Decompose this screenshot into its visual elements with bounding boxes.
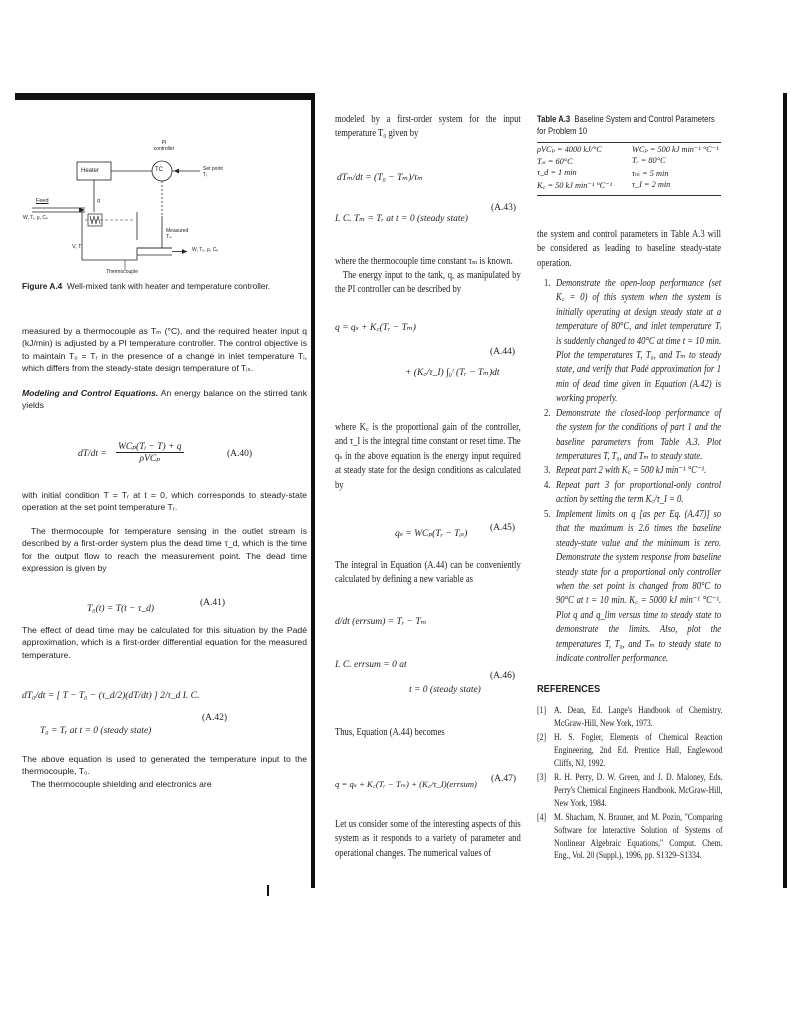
top-border [15, 93, 311, 100]
right-para-3: The energy input to the tank, q, as manipulated by the PI controller can be described by [335, 270, 521, 296]
table-cell: WCₚ = 500 kJ min⁻¹ °C⁻¹ [632, 145, 719, 154]
left-para-6: The thermocouple shielding and electronics are [31, 779, 212, 789]
label-feed: Feed [36, 198, 49, 204]
eq-a41-expr: T₀(t) = T(t − τ_d) [87, 604, 155, 614]
eq-a45-expr: qₛ = WCₚ(Tᵣ − Tᵢₛ) [395, 529, 468, 539]
label-q: q [97, 198, 101, 204]
eq-a44-line1: q = qₛ + K꜀(Tᵣ − Tₘ) [335, 323, 416, 333]
table-caption [537, 113, 721, 137]
eq-a43-line1: dTₘ/dt = (T₀ − Tₘ)/τₘ [337, 173, 424, 183]
eq-a43 [335, 168, 521, 226]
eq-a40-lhs: dT/dt = [78, 449, 107, 459]
list-item-number: 3. [544, 465, 551, 476]
table-cell: Tᵢₛ = 60°C [537, 157, 573, 166]
table-cell: ρVCₚ = 4000 kJ/°C [537, 145, 602, 154]
table-cell: τ_I = 2 min [632, 180, 671, 189]
figure-caption [22, 281, 307, 292]
table-cell: τ_d = 1 min [537, 168, 577, 177]
eq-a46 [335, 613, 521, 703]
right-para-7: Let us consider some of the interesting aspects of this system as it responds to a variety of parameter and operational changes. The numerical values of [335, 819, 521, 859]
ref-number: [4] [537, 812, 547, 822]
eq-a40-num: WCₚ(Tᵢ − T) + q [118, 442, 182, 452]
figure-caption-label: Figure A.4 [22, 281, 63, 291]
right-para-5: The integral in Equation (A.44) can be conveniently calculated by defining a new variable as [335, 560, 521, 586]
table-top-rule [537, 142, 721, 143]
figure-caption-text: Well-mixed tank with heater and temperature controller. [66, 281, 271, 291]
eq-a44-label: (A.44) [490, 347, 516, 357]
left-para-3: The thermocouple for temperature sensing in the outlet stream is described by a first-order system plus the dead time τ_d, which is the time for the output flow to reach the measurement point. The dead time expression is given by [22, 526, 307, 573]
left-para-1: measured by a thermocouple as Tₘ (°C), and the required heater input q (kJ/min) is adjusted by a PI temperature controller. The control objective is to maintain T₀ = Tᵣ in the presence of a change in inlet temperature Tᵢ, which differs from the steady-state design temperature of Tᵢₛ. [22, 326, 307, 373]
label-tc: TC [155, 167, 163, 173]
table-label: Table A.3 [537, 114, 571, 124]
label-feed-vars: W, Tᵢ, ρ, Cₚ [23, 215, 49, 221]
eq-a47 [335, 774, 521, 792]
reference-item: H. S. Fogler, Elements of Chemical Reaction Engineering, 2nd Ed. Prentice Hall, Englewood Cliffs, NJ, 1992. [554, 732, 723, 768]
eq-a41-label: (A.41) [200, 598, 226, 608]
ref-number: [3] [537, 772, 547, 782]
left-section [22, 387, 307, 412]
tank-schematic [22, 140, 307, 280]
eq-a43-label: (A.43) [491, 203, 517, 213]
label-thermocouple: Thermocouple [106, 269, 138, 275]
reference-item: M. Shacham, N. Brauner, and M. Pozin, "Comparing Software for Interactive Solution of Systems of Nonlinear Algebraic Equations," Comput. Chem. Eng., Vol. 20 (Suppl.), 1996, pp. S1329–S1334. [554, 812, 723, 861]
left-para-5: The above equation is used to generated the temperature input to the thermocouple, T₀. [22, 754, 307, 777]
table-bottom-rule [537, 195, 721, 196]
figure-diagram [22, 140, 307, 280]
eq-a42-label: (A.42) [202, 713, 228, 723]
eq-a43-line2: I. C. Tₘ = Tᵣ at t = 0 (steady state) [335, 214, 468, 224]
left-para-2: with initial condition T = Tᵣ at t = 0, which corresponds to steady-state operation at the set point temperature Tᵣ. [22, 490, 307, 513]
eq-a41 [87, 598, 307, 616]
eq-a42-line1: dT₀/dt = [ T − T₀ − (τ_d/2)(dT/dt) ] 2/τ_d I. C. [22, 691, 200, 701]
eq-a40 [78, 441, 307, 469]
section-title: Modeling and Control Equations. [22, 388, 159, 398]
list-item: Repeat part 3 for proportional-only control action by setting the term K꜀/τ_I = 0. [556, 480, 722, 506]
eq-a46-label: (A.46) [490, 671, 516, 681]
right-intro: the system and control parameters in Table A.3 will be considered as leading to baseline steady-state operation. [537, 229, 722, 269]
right-para-1: modeled by a first-order system for the input temperature T₀ given by [335, 114, 521, 140]
left-para-4: The effect of dead time may be calculated for this situation by the Padé approximation, which is a first-order differential equation for the measured temperature. [22, 625, 307, 660]
list-item-number: 4. [544, 480, 551, 491]
table-title: Baseline System and Control Parameters for Problem 10 [537, 114, 715, 136]
list-item: Implement limits on q [as per Eq. (A.47)] so that the maximum is 2.6 times the baseline steady-state value and the minimum is zero. Demonstrate the system response from baseline steady state for a proportional only controller when the set point is changed from 80°C to 90°C at t = 10 min. K꜀ = 5000 kJ min⁻¹ °C⁻¹. Plot q and q_lim versus time to steady state to demonstrate the limits. Also, plot the temperatures T, T₀, and Tₘ to steady state to indicate controller performance. [556, 509, 722, 665]
ref-number: [1] [537, 705, 547, 715]
reference-item: R. H. Perry, D. W. Green, and J. D. Maloney, Eds. Perry's Chemical Engineers Handbook. McGraw-Hill, New York, 1984. [554, 772, 723, 808]
eq-a40-frac [116, 441, 184, 464]
left-page [22, 100, 307, 890]
eq-a45 [395, 523, 521, 541]
section-text: An energy balance on the stirred tank yields [22, 388, 307, 411]
label-set-point: Set point Tᵣ [203, 166, 223, 178]
right-para-4: where K꜀ is the proportional gain of the controller, and τ_I is the integral time constant or reset time. The qₛ in the above equation is the energy input required at steady state for the design conditions as calculated by [335, 422, 521, 491]
eq-a40-den: ρVCₚ [139, 454, 161, 464]
list-item-number: 5. [544, 509, 551, 520]
right-col-1 [335, 113, 521, 883]
eq-a44-line2: + (K꜀/τ_I) ∫₀ᵗ (Tᵣ − Tₘ)dt [405, 368, 500, 378]
eq-a46-line1: d/dt (errsum) = Tᵣ − Tₘ [335, 617, 427, 627]
eq-a45-label: (A.45) [490, 523, 516, 533]
label-pi-controller: PI controller [153, 140, 175, 152]
eq-a40-label: (A.40) [227, 449, 253, 459]
reference-item: A. Dean, Ed. Lange's Handbook of Chemistry. McGraw-Hill, New York, 1973. [554, 705, 723, 728]
eq-a46-line3: t = 0 (steady state) [409, 685, 481, 695]
label-measured: Measured Tₘ [166, 228, 189, 240]
eq-a44 [335, 320, 521, 388]
references-title: REFERENCES [537, 683, 601, 695]
right-col-2 [537, 113, 721, 888]
ref-number: [2] [537, 732, 547, 742]
label-heater: Heater [81, 168, 100, 174]
list-item: Repeat part 2 with K꜀ = 500 kJ min⁻¹ °C⁻¹. [556, 465, 707, 476]
eq-a47-expr: q = qₛ + K꜀(Tᵣ − Tₘ) + (K꜀/τ_I)(errsum) [335, 779, 477, 789]
label-tank-vars: V, T [72, 244, 82, 250]
eq-a46-line2: I. C. errsum = 0 at [335, 660, 407, 670]
right-para-6: Thus, Equation (A.44) becomes [335, 727, 445, 738]
table-cell: K꜀ = 50 kJ min⁻¹ °C⁻¹ [537, 181, 613, 190]
eq-a42 [22, 685, 307, 741]
right-para-2: where the thermocouple time constant τₘ is known. [335, 256, 513, 267]
eq-a42-line2: T₀ = Tᵣ at t = 0 (steady state) [40, 726, 152, 736]
label-out-vars: W, T₀, ρ, Cₚ [192, 247, 219, 253]
list-item: Demonstrate the open-loop performance (set K꜀ = 0) of this system when the system is initially operating at design steady state at a temperature of 80°C, and inlet temperature Tᵢ is suddenly changed to 40°C at time t = 10 min. Plot the temperatures T, T₀, and Tₘ to steady state, and verify that Padé approximation for 1 min of dead time given in Equation (A.42) is working properly. [556, 278, 722, 405]
page-divider [311, 93, 315, 888]
list-item: Demonstrate the closed-loop performance of the system for the conditions of part 1 and the baseline parameters from Table A.3. Plot temperatures T, T₀, and Tₘ to steady state. [556, 408, 722, 463]
right-border [783, 93, 787, 888]
list-item-number: 1. [544, 278, 551, 289]
eq-a47-label: (A.47) [491, 774, 517, 784]
list-item-number: 2. [544, 408, 551, 419]
table-cell: τₘ = 5 min [632, 169, 669, 178]
table-cell: Tᵣ = 80°C [632, 156, 666, 165]
